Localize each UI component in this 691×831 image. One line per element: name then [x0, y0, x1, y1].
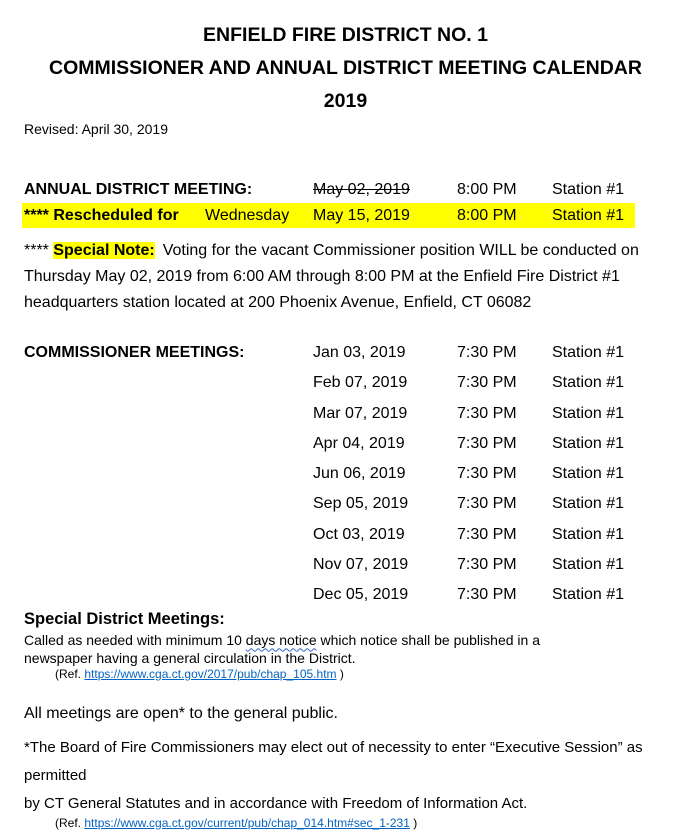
footnote-line1: *The Board of Fire Commissioners may elect out of necessity to enter “Executive Session” as permitted: [24, 738, 643, 784]
commissioner-meetings-section: [24, 343, 667, 616]
meeting-row: [24, 525, 667, 555]
meeting-time: 7:30 PM: [457, 465, 517, 483]
meeting-location: Station #1: [552, 556, 625, 574]
footnote-line2: by CT General Statutes and in accordance with Freedom of Information Act.: [24, 794, 528, 812]
special-note-line1: [24, 238, 667, 264]
meeting-date: Sep 05, 2019: [313, 495, 409, 513]
reference-line-chap-105: [24, 667, 667, 682]
rescheduled-row-highlight: [22, 203, 635, 228]
annual-meeting-label: ANNUAL DISTRICT MEETING:: [24, 181, 253, 198]
rescheduled-location: Station #1: [552, 206, 625, 224]
special-district-line2: newspaper having a general circulation in the District.: [24, 649, 356, 666]
meeting-row: [24, 464, 667, 494]
rescheduled-prefix: ****: [24, 206, 49, 224]
revised-date: Revised: April 30, 2019: [24, 121, 168, 137]
meeting-location: Station #1: [552, 374, 625, 392]
ref-suffix: ): [339, 666, 344, 681]
meeting-time: 7:30 PM: [457, 434, 517, 452]
document-title-line2: COMMISSIONER AND ANNUAL DISTRICT MEETING CALENDAR: [49, 57, 642, 79]
special-note-prefix: ****: [24, 242, 49, 259]
meeting-row: [24, 494, 667, 524]
special-note-line3: headquarters station located at 200 Phoenix Avenue, Enfield, CT 06082: [24, 294, 532, 311]
meeting-row: [24, 373, 667, 403]
annual-meeting-original-time: 8:00 PM: [457, 181, 517, 198]
meeting-date: Mar 07, 2019: [313, 404, 408, 422]
meeting-date: Feb 07, 2019: [313, 374, 408, 392]
open-meetings-text: All meetings are open* to the general public.: [24, 704, 338, 722]
meeting-location: Station #1: [552, 404, 625, 422]
ref-suffix: ): [413, 815, 418, 830]
document-title-year: 2019: [323, 90, 368, 112]
special-district-line1: [24, 631, 667, 649]
ref-link-chap-105[interactable]: https://www.cga.ct.gov/2017/pub/chap_105.htm: [84, 666, 337, 681]
meeting-location: Station #1: [552, 344, 625, 361]
meeting-time: 7:30 PM: [457, 344, 517, 361]
rescheduled-label-text: Rescheduled for: [53, 206, 179, 224]
special-district-line1-post: which notice shall be published in a: [316, 631, 540, 648]
annual-meeting-original-location: Station #1: [552, 181, 625, 198]
meeting-row: [24, 343, 667, 373]
document-title-line1: ENFIELD FIRE DISTRICT NO. 1: [203, 24, 488, 46]
rescheduled-day: Wednesday: [205, 206, 290, 224]
meeting-row: [24, 404, 667, 434]
meeting-date: Nov 07, 2019: [313, 556, 409, 574]
special-district-body: [24, 631, 667, 667]
meeting-location: Station #1: [552, 525, 625, 543]
commissioner-meetings-label: COMMISSIONER MEETINGS:: [24, 344, 245, 361]
meeting-date: Dec 05, 2019: [313, 586, 409, 604]
ref-link-chap-014[interactable]: https://www.cga.ct.gov/current/pub/chap_014.htm#sec_1-231: [84, 815, 410, 830]
rescheduled-time: 8:00 PM: [457, 206, 517, 224]
ref-prefix: (Ref.: [55, 666, 82, 681]
meeting-time: 7:30 PM: [457, 525, 517, 543]
meeting-row: [24, 555, 667, 585]
meeting-location: Station #1: [552, 586, 625, 604]
rescheduled-label: [24, 206, 205, 226]
meeting-date: Oct 03, 2019: [313, 525, 405, 543]
meeting-location: Station #1: [552, 434, 625, 452]
rescheduled-date: May 15, 2019: [313, 206, 410, 224]
meeting-time: 7:30 PM: [457, 556, 517, 574]
meeting-time: 7:30 PM: [457, 404, 517, 422]
meeting-time: 7:30 PM: [457, 586, 517, 604]
annual-meeting-original-date: May 02, 2019: [313, 181, 410, 198]
special-note-line2: Thursday May 02, 2019 from 6:00 AM through 8:00 PM at the Enfield Fire District #1: [24, 268, 620, 285]
special-note-label: Special Note:: [53, 242, 155, 259]
reference-line-chap-014: [24, 816, 667, 831]
grammar-check-underline: days notice: [245, 631, 317, 648]
ref-prefix: (Ref.: [55, 815, 82, 830]
meeting-row: [24, 434, 667, 464]
special-district-line1-pre: Called as needed with minimum 10: [24, 631, 246, 648]
meeting-time: 7:30 PM: [457, 495, 517, 513]
special-note-text1: Voting for the vacant Commissioner position WILL be conducted on: [162, 242, 639, 259]
annual-meeting-row: [24, 180, 667, 203]
special-district-heading: Special District Meetings:: [24, 609, 225, 628]
meeting-location: Station #1: [552, 495, 625, 513]
meeting-time: 7:30 PM: [457, 374, 517, 392]
meeting-date: Jan 03, 2019: [313, 344, 406, 361]
meeting-date: Jun 06, 2019: [313, 465, 406, 483]
executive-session-footnote: [24, 734, 667, 818]
meeting-date: Apr 04, 2019: [313, 434, 405, 452]
special-note: [24, 238, 667, 316]
meeting-location: Station #1: [552, 465, 625, 483]
